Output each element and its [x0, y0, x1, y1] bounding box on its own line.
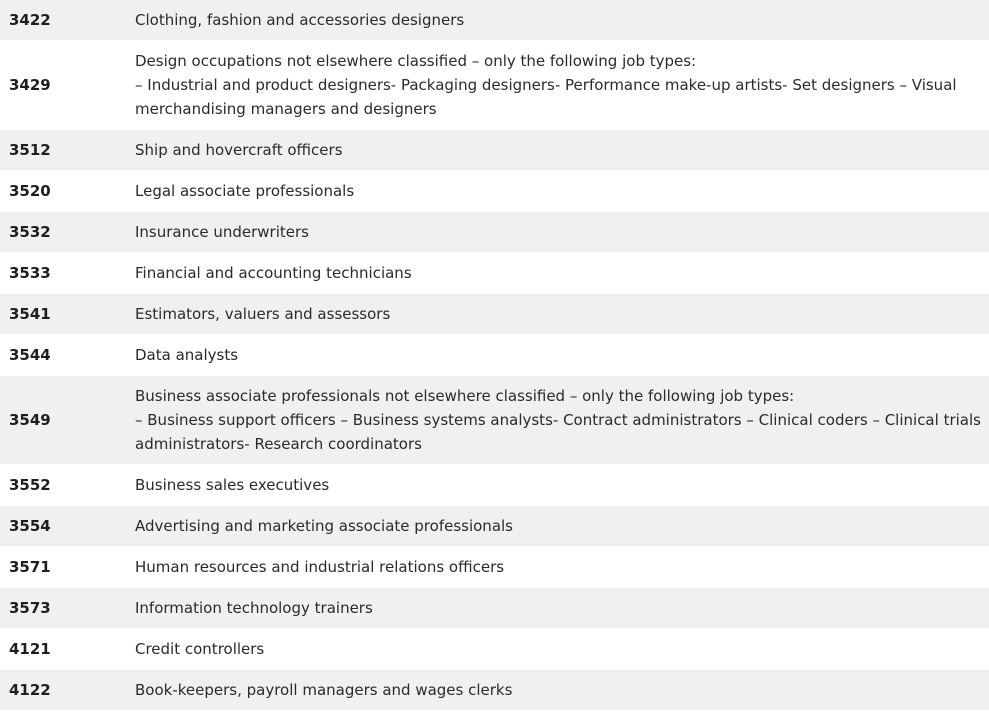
occupation-code: 3533	[0, 253, 126, 293]
table-row	[0, 294, 989, 334]
description-line: Credit controllers	[135, 640, 265, 658]
occupation-code: 3544	[0, 335, 126, 375]
occupation-code: 3541	[0, 294, 126, 334]
description-line: merchandising managers and designers	[135, 100, 437, 118]
description-line: Book-keepers, payroll managers and wages clerks	[135, 681, 513, 699]
description-line: Business sales executives	[135, 476, 330, 494]
table-row	[0, 335, 989, 375]
table-row	[0, 547, 989, 587]
table-row	[0, 376, 989, 464]
table-row	[0, 588, 989, 628]
description-line: – Business support officers – Business systems analysts- Contract administrators – Clinical coders – Clinical trials	[135, 411, 981, 429]
table-row	[0, 253, 989, 293]
table-row	[0, 465, 989, 505]
description-line: Design occupations not elsewhere classified – only the following job types:	[135, 52, 697, 70]
description-line: Clothing, fashion and accessories designers	[135, 11, 465, 29]
table-row	[0, 629, 989, 669]
occupation-code: 3571	[0, 547, 126, 587]
description-line: Estimators, valuers and assessors	[135, 305, 391, 323]
occupation-description	[126, 0, 989, 40]
occupation-description	[126, 670, 989, 710]
occupation-description	[126, 376, 989, 464]
occupation-code: 3549	[0, 376, 126, 464]
description-line: Legal associate professionals	[135, 182, 355, 200]
description-line: Financial and accounting technicians	[135, 264, 412, 282]
occupation-description	[126, 294, 989, 334]
table-row	[0, 0, 989, 40]
table-row	[0, 506, 989, 546]
occupation-description	[126, 253, 989, 293]
occupation-description	[126, 130, 989, 170]
occupation-code: 3429	[0, 41, 126, 129]
occupation-description	[126, 629, 989, 669]
occupation-code: 4121	[0, 629, 126, 669]
table-row	[0, 670, 989, 710]
description-line: Insurance underwriters	[135, 223, 309, 241]
occupation-code: 3520	[0, 171, 126, 211]
description-line: Business associate professionals not elsewhere classified – only the following job types:	[135, 387, 795, 405]
occupation-code: 3552	[0, 465, 126, 505]
occupation-description	[126, 547, 989, 587]
occupation-code: 3532	[0, 212, 126, 252]
table-row	[0, 41, 989, 129]
description-line: administrators- Research coordinators	[135, 435, 422, 453]
description-line: – Industrial and product designers- Packaging designers- Performance make-up artists- Set designers – Visual	[135, 76, 957, 94]
occupation-description	[126, 588, 989, 628]
occupation-description	[126, 335, 989, 375]
occupation-description	[126, 506, 989, 546]
description-line: Human resources and industrial relations officers	[135, 558, 505, 576]
description-line: Advertising and marketing associate professionals	[135, 517, 513, 535]
occupation-code: 3422	[0, 0, 126, 40]
table-row	[0, 171, 989, 211]
description-line: Data analysts	[135, 346, 239, 364]
occupation-code: 3512	[0, 130, 126, 170]
occupation-description	[126, 212, 989, 252]
table-row	[0, 212, 989, 252]
occupation-description	[126, 171, 989, 211]
occupation-description	[126, 41, 989, 129]
occupation-code: 4122	[0, 670, 126, 710]
description-line: Ship and hovercraft officers	[135, 141, 343, 159]
description-line: Information technology trainers	[135, 599, 373, 617]
occupation-code: 3573	[0, 588, 126, 628]
table-row	[0, 130, 989, 170]
occupation-code: 3554	[0, 506, 126, 546]
occupation-description	[126, 465, 989, 505]
